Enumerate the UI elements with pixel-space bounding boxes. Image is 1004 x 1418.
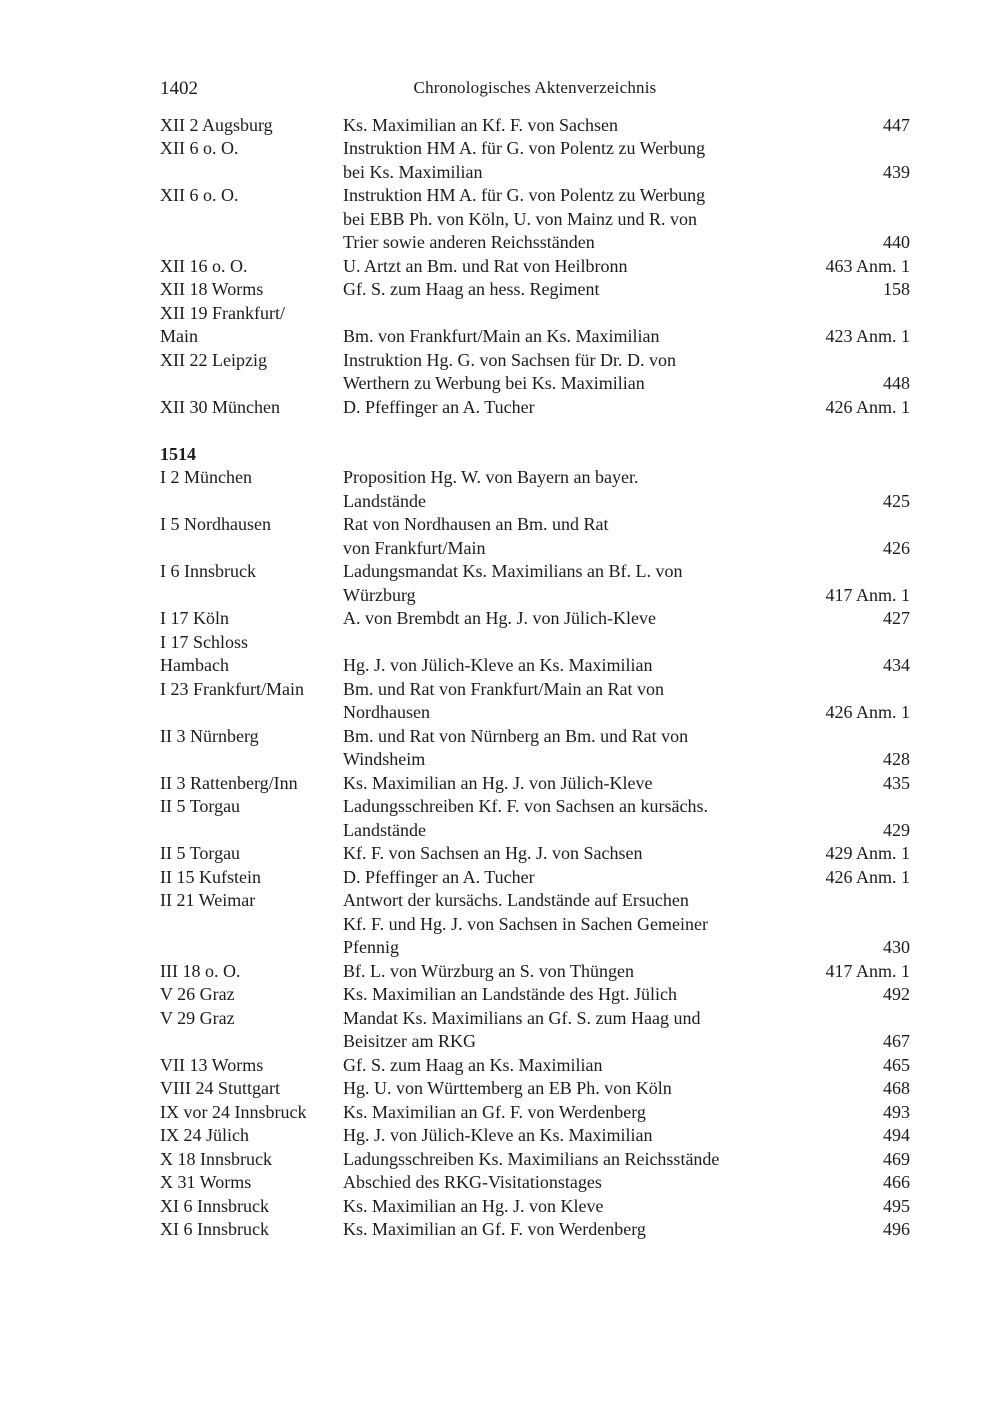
description-cell: Bm. und Rat von Nürnberg an Bm. und Rat von [343,725,689,746]
description-cell: Trier sowie anderen Reichsständen [343,232,595,252]
description-cell: Hg. U. von Württemberg an EB Ph. von Köln [343,1078,672,1098]
page-ref-cell: 426 Anm. 1 [825,702,910,722]
date-cell: XII 2 Augsburg [160,114,273,135]
description-cell: Bf. L. von Würzburg an S. von Thüngen [343,960,634,981]
entry-line [160,537,910,561]
description-cell: Pfennig [343,937,399,957]
entry-list [160,114,910,1242]
entry-line [160,184,910,208]
page-ref-cell: 427 [883,608,910,628]
page-ref-cell: 158 [883,279,910,299]
page-ref-cell: 448 [883,373,910,393]
entry-line [160,1124,910,1148]
description-cell: Bm. und Rat von Frankfurt/Main an Rat von [343,678,664,699]
description-cell: Gf. S. zum Haag an Ks. Maximilian [343,1054,603,1075]
entry-line [160,1054,910,1078]
date-cell: II 5 Torgau [160,796,241,816]
entry-line [160,231,910,255]
date-cell: VII 13 Worms [160,1054,264,1075]
page-ref-cell: 465 [883,1054,910,1075]
entry-line [160,114,910,138]
description-cell: Ks. Maximilian an Kf. F. von Sachsen [343,114,619,135]
page-ref-cell: 468 [883,1078,910,1098]
entry-line [160,161,910,185]
date-cell: XII 6 o. O. [160,138,239,158]
entry-line [160,1077,910,1101]
description-cell: Ks. Maximilian an Landstände des Hgt. Jülich [343,984,677,1004]
entry-line [160,607,910,631]
date-cell: XII 6 o. O. [160,185,239,205]
description-cell: Werthern zu Werbung bei Ks. Maximilian [343,373,645,393]
date-cell: II 5 Torgau [160,843,241,863]
entry-line [160,725,910,749]
page-ref-cell: 417 Anm. 1 [825,960,910,981]
page-ref-cell: 447 [883,114,910,135]
entry-line [160,701,910,725]
description-cell: Ladungsmandat Ks. Maximilians an Bf. L. von [343,561,683,581]
date-cell: I 17 Köln [160,608,229,628]
description-cell: Ks. Maximilian an Gf. F. von Werdenberg [343,1101,646,1122]
page-ref-cell: 429 [883,819,910,840]
date-cell: II 3 Nürnberg [160,725,259,746]
entry-line [160,1171,910,1195]
page-ref-cell: 435 [883,772,910,793]
entry-line [160,325,910,349]
entry-line [160,278,910,302]
date-cell: I 17 Schloss [160,631,249,652]
entry-line [160,1195,910,1219]
date-cell: XII 19 Frankfurt/ [160,302,285,323]
description-cell: Antwort der kursächs. Landstände auf Ersuchen [343,890,689,910]
date-cell: V 26 Graz [160,984,235,1004]
section-heading: 1514 [160,443,196,464]
description-cell: Hg. J. von Jülich-Kleve an Ks. Maximilian [343,655,653,675]
date-cell: III 18 o. O. [160,960,241,981]
page-ref-cell: 496 [883,1219,910,1239]
entry-line [160,819,910,843]
entry-line [160,396,910,420]
date-cell: XII 22 Leipzig [160,349,267,370]
description-cell: Abschied des RKG-Visitationstages [343,1172,602,1192]
page-ref-cell: 426 [883,537,910,558]
date-cell: I 2 München [160,467,252,487]
entry-line [160,678,910,702]
page-ref-cell: 466 [883,1172,910,1192]
description-cell: Ladungsschreiben Kf. F. von Sachsen an kursächs. [343,796,708,816]
page-ref-cell: 426 Anm. 1 [825,866,910,887]
page-ref-cell: 492 [883,984,910,1004]
page-ref-cell: 469 [883,1148,910,1169]
entry-line [160,889,910,913]
description-cell: Bm. von Frankfurt/Main an Ks. Maximilian [343,326,660,346]
entry-line [160,983,910,1007]
date-cell: X 18 Innsbruck [160,1148,272,1169]
entry-line [160,1218,910,1242]
entry-line [160,748,910,772]
date-cell: XI 6 Innsbruck [160,1195,269,1216]
date-cell: XII 18 Worms [160,279,264,299]
page-ref-cell: 434 [883,655,910,675]
page-ref-cell: 429 Anm. 1 [825,843,910,863]
entry-line [160,936,910,960]
description-cell: Ks. Maximilian an Hg. J. von Jülich-Kleve [343,772,653,793]
date-cell: V 29 Graz [160,1007,235,1028]
description-cell: bei EBB Ph. von Köln, U. von Mainz und R. von [343,208,697,229]
entry-line [160,349,910,373]
page-ref-cell: 439 [883,161,910,182]
description-cell: Kf. F. von Sachsen an Hg. J. von Sachsen [343,843,643,863]
entry-line [160,772,910,796]
description-cell: Landstände [343,819,426,840]
description-cell: Hg. J. von Jülich-Kleve an Ks. Maximilian [343,1125,653,1145]
description-cell: Instruktion Hg. G. von Sachsen für Dr. D. von [343,349,676,370]
entry-line [160,302,910,326]
entry-line [160,490,910,514]
entry-line [160,866,910,890]
date-cell: II 3 Rattenberg/Inn [160,772,298,793]
description-cell: Instruktion HM A. für G. von Polentz zu Werbung [343,185,706,205]
entry-line [160,631,910,655]
page-ref-cell: 440 [883,232,910,252]
entry-line [160,466,910,490]
description-cell: Kf. F. und Hg. J. von Sachsen in Sachen Gemeiner [343,913,708,934]
page-ref-cell: 425 [883,490,910,511]
date-cell: II 15 Kufstein [160,866,261,887]
entry-line [160,795,910,819]
date-cell: X 31 Worms [160,1172,252,1192]
page-ref-cell: 430 [883,937,910,957]
description-cell: Gf. S. zum Haag an hess. Regiment [343,279,600,299]
description-cell: Ks. Maximilian an Hg. J. von Kleve [343,1195,604,1216]
date-cell: Hambach [160,655,229,675]
page-ref-cell: 493 [883,1101,910,1122]
page-ref-cell: 463 Anm. 1 [825,255,910,276]
entry-line [160,560,910,584]
entry-line [160,255,910,279]
description-cell: Instruktion HM A. für G. von Polentz zu Werbung [343,138,706,158]
date-cell: IX 24 Jülich [160,1125,249,1145]
page-ref-cell: 495 [883,1195,910,1216]
page-header [160,76,910,100]
entry-line [160,137,910,161]
date-cell: XII 30 München [160,396,280,417]
description-cell: von Frankfurt/Main [343,537,486,558]
description-cell: Würzburg [343,584,416,605]
entry-line [160,960,910,984]
date-cell: I 6 Innsbruck [160,561,256,581]
description-cell: Proposition Hg. W. von Bayern an bayer. [343,467,639,487]
description-cell: Windsheim [343,749,426,769]
description-cell: Mandat Ks. Maximilians an Gf. S. zum Haag und [343,1007,701,1028]
description-cell: Nordhausen [343,702,430,722]
description-cell: U. Artzt an Bm. und Rat von Heilbronn [343,255,628,276]
date-cell: XI 6 Innsbruck [160,1219,269,1239]
description-cell: Ks. Maximilian an Gf. F. von Werdenberg [343,1219,646,1239]
running-header: Chronologisches Aktenverzeichnis [413,78,657,97]
date-cell: Main [160,326,198,346]
description-cell: A. von Brembdt an Hg. J. von Jülich-Kleve [343,608,656,628]
entry-line [160,842,910,866]
page-ref-cell: 494 [883,1125,910,1145]
description-cell: Rat von Nordhausen an Bm. und Rat [343,514,609,534]
date-cell: I 23 Frankfurt/Main [160,678,304,699]
entry-line [160,654,910,678]
entry-line [160,513,910,537]
description-cell: bei Ks. Maximilian [343,161,483,182]
page-number: 1402 [160,78,198,99]
date-cell: I 5 Nordhausen [160,514,271,534]
date-cell: XII 16 o. O. [160,255,248,276]
page-ref-cell: 428 [883,749,910,769]
description-cell: Beisitzer am RKG [343,1031,476,1051]
description-cell: Ladungsschreiben Ks. Maximilians an Reichsstände [343,1148,720,1169]
description-cell: Landstände [343,490,426,511]
description-cell: D. Pfeffinger an A. Tucher [343,866,535,887]
page-ref-cell: 426 Anm. 1 [825,396,910,417]
entry-line [160,1148,910,1172]
entry-line [160,208,910,232]
entry-line [160,1030,910,1054]
entry-line [160,1007,910,1031]
page-ref-cell: 423 Anm. 1 [825,326,910,346]
date-cell: II 21 Weimar [160,890,256,910]
description-cell: D. Pfeffinger an A. Tucher [343,396,535,417]
entry-line [160,584,910,608]
page-ref-cell: 467 [883,1031,910,1051]
date-cell: IX vor 24 Innsbruck [160,1101,307,1122]
date-cell: VIII 24 Stuttgart [160,1078,280,1098]
entry-line [160,913,910,937]
entry-line [160,372,910,396]
entry-line [160,1101,910,1125]
page-ref-cell: 417 Anm. 1 [825,584,910,605]
